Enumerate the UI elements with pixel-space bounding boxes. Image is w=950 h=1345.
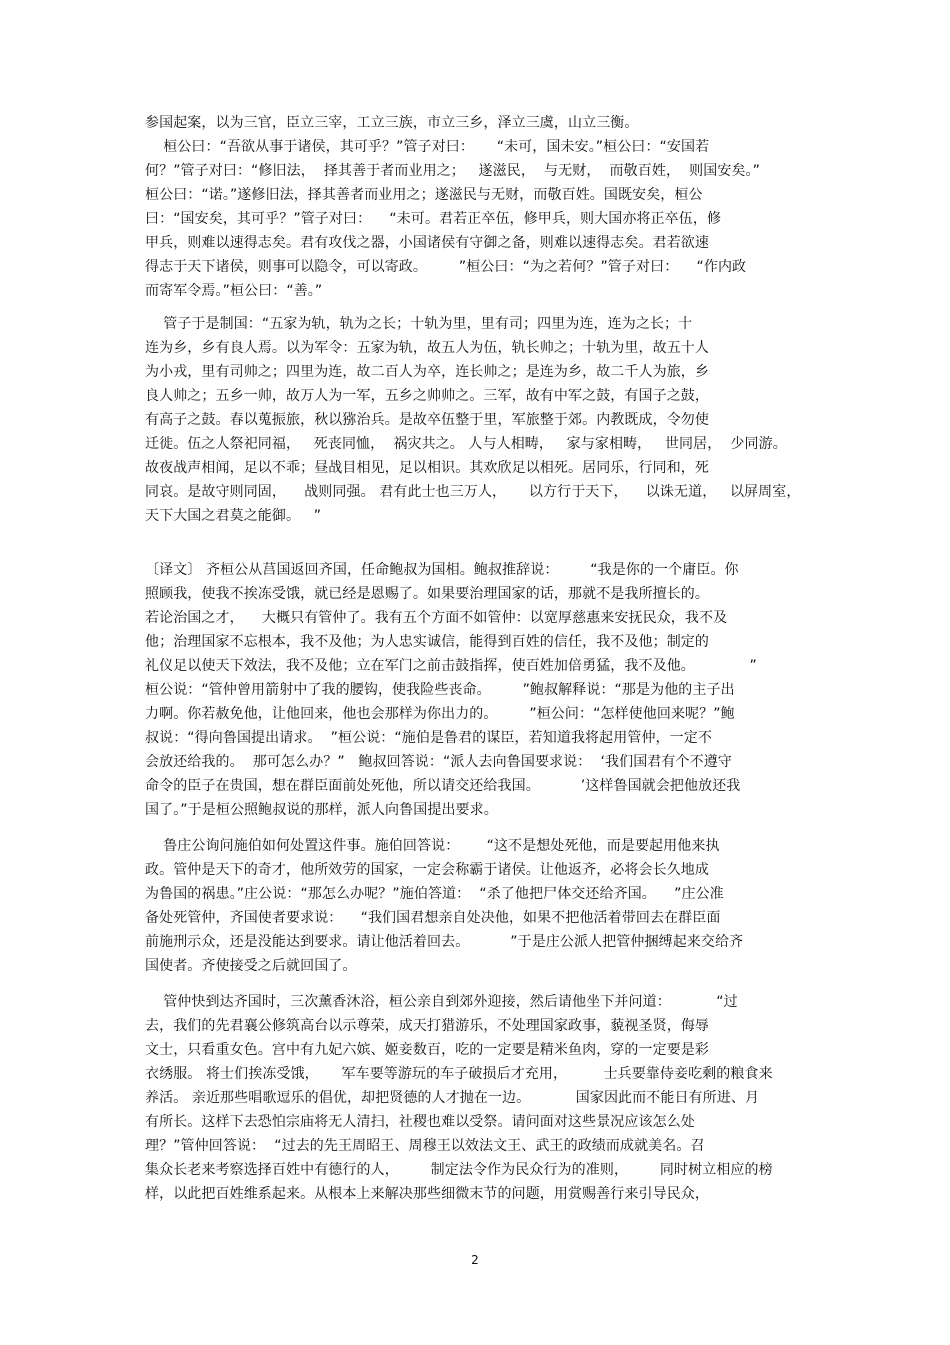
text-line: 若论治国之才， 大概只有管仲了。我有五个方面不如管仲：以宽厚慈惠来安抚民众，我不及: [145, 610, 728, 626]
text-line: 曰：“国安矣，其可乎？”管子对曰： “未可。君若正卒伍，修甲兵，则大国亦将正卒伍，修: [145, 211, 722, 227]
text-line: 〔译文〕 齐桓公从莒国返回齐国，任命鲍叔为国相。鲍叔推辞说： “我是你的一个庸臣。你: [145, 562, 739, 578]
text-line: 天下大国之君莫之能御。 ”: [145, 508, 322, 524]
text-line: 照顾我，使我不挨冻受饿，就已经是恩赐了。如果要治理国家的话，那就不是我所擅长的。: [145, 586, 709, 602]
text-line: 鲁庄公询问施伯如何处置这件事。施伯回答说： “这不是想处死他，而是要起用他来执: [145, 838, 720, 854]
text-line: 文士，只看重女色。宫中有九妃六嫔、姬妾数百，吃的一定要是精米鱼肉，穿的一定要是彩: [145, 1042, 709, 1058]
text-line: 而寄军令焉。”桓公曰：“善。”: [145, 283, 323, 299]
text-line: 国使者。齐使接受之后就回国了。: [145, 958, 357, 974]
text-line: 良人帅之；五乡一帅，故万人为一军，五乡之帅帅之。三军，故有中军之鼓，有国子之鼓，: [145, 388, 709, 404]
text-line: 命令的臣子在贵国，想在群臣面前处死他，所以请交还给我国。 ’这样鲁国就会把他放还我: [145, 778, 741, 794]
text-line: 叔说：“得向鲁国提出请求。 ”桓公说：“施伯是鲁君的谋臣，若知道我将起用管仲，一定不: [145, 730, 712, 746]
page-number: 2: [471, 1253, 479, 1267]
text-line: 迁徙。伍之人祭祀同福， 死丧同恤， 祸灾共之。 人与人相畴， 家与家相畴， 世同居， 少同游。: [145, 436, 787, 452]
text-line: 同哀。是故守则同固， 战则同强。 君有此士也三万人， 以方行于天下， 以诛无道， 以屏周室，: [145, 484, 801, 500]
text-line: 国了。”于是桓公照鲍叔说的那样，派人向鲁国提出要求。: [145, 802, 498, 818]
text-line: 桓公说：“管仲曾用箭射中了我的腰钩，使我险些丧命。 ”鲍叔解释说：“那是为他的主子出: [145, 682, 735, 698]
text-line: 政。管仲是天下的奇才，他所效劳的国家，一定会称霸于诸侯。让他返齐，必将会长久地成: [145, 862, 709, 878]
text-line: 前施刑示众，还是没能达到要求。请让他活着回去。 ”于是庄公派人把管仲捆缚起来交给齐: [145, 934, 744, 950]
text-line: 备处死管仲，齐国使者要求说： “我们国君想亲自处决他，如果不把他活着带回去在群臣面: [145, 910, 721, 926]
text-line: 会放还给我的。 那可怎么办？” 鲍叔回答说：“派人去向鲁国要求说： ‘我们国君有个不遵守: [145, 754, 732, 770]
text-line: 桓公曰：“诺。”遂修旧法，择其善者而业用之；遂滋民与无财，而敬百姓。国既安矣，桓公: [145, 187, 703, 203]
text-line: 理？”管仲回答说： “过去的先王周昭王、周穆王以效法文王、武王的政绩而成就美名。召: [145, 1138, 705, 1154]
text-line: 连为乡，乡有良人焉。以为军令：五家为轨，故五人为伍，轨长帅之；十轨为里，故五十人: [145, 340, 709, 356]
text-line: 样，以此把百姓维系起来。从根本上来解决那些细微末节的问题，用赏赐善行来引导民众，: [145, 1186, 709, 1202]
text-line: 桓公曰：“吾欲从事于诸侯，其可乎？”管子对曰： “未可，国未安。”桓公曰：“安国若: [145, 139, 710, 155]
text-line: 养活。 亲近那些唱歌逗乐的倡优，却把贤德的人才抛在一边。 国家因此而不能日有所进、月: [145, 1090, 760, 1106]
text-line: 甲兵，则难以速得志矣。君有攻伐之器，小国诸侯有守御之备，则难以速得志矣。君若欲速: [145, 235, 709, 251]
text-line: 管仲快到达齐国时，三次薰香沐浴，桓公亲自到郊外迎接，然后请他坐下并问道： “过: [145, 994, 738, 1010]
text-line: 管子于是制国：“五家为轨，轨为之长；十轨为里，里有司；四里为连，连为之长；十: [145, 316, 693, 332]
text-line: 为鲁国的祸患。”庄公说：“那怎么办呢？”施伯答道： “杀了他把尸体交还给齐国。 ”庄公准: [145, 886, 724, 902]
text-line: 礼仪足以使天下效法，我不及他；立在军门之前击鼓指挥，使百姓加倍勇猛，我不及他。 ”: [145, 658, 757, 674]
text-line: 力啊。你若赦免他，让他回来，他也会那样为你出力的。 ”桓公问：“怎样使他回来呢？”鲍: [145, 706, 735, 722]
text-line: 何？”管子对曰：“修旧法， 择其善于者而业用之； 遂滋民， 与无财， 而敬百姓， 则国安矣。”: [145, 163, 761, 179]
text-line: 为小戎，里有司帅之；四里为连，故二百人为卒，连长帅之；是连为乡，故二千人为旅，乡: [145, 364, 709, 380]
text-line: 有高子之鼓。春以蒐振旅，秋以猕治兵。是故卒伍整于里，军旅整于郊。内教既成，令勿使: [145, 412, 709, 428]
text-line: 故夜战声相闻，足以不乖；昼战目相见，足以相识。其欢欣足以相死。居同乐，行同和，死: [145, 460, 709, 476]
text-line: 衣绣服。 将士们挨冻受饿， 军车要等游玩的车子破损后才充用， 士兵要靠侍妾吃剩的粮食来: [145, 1066, 773, 1082]
text-line: 得志于天下诸侯，则事可以隐令，可以寄政。 ”桓公曰：“为之若何？”管子对曰： “作内政: [145, 259, 747, 275]
text-line: 参国起案，以为三官，臣立三宰，工立三族，市立三乡，泽立三虞，山立三衡。: [145, 115, 639, 131]
text-line: 有所长。这样下去恐怕宗庙将无人清扫，社稷也难以受祭。请问面对这些景况应该怎么处: [145, 1114, 695, 1130]
text-line: 集众长老来考察选择百姓中有德行的人， 制定法令作为民众行为的准则， 同时树立相应的榜: [145, 1162, 773, 1178]
text-line: 去，我们的先君襄公修筑高台以示尊荣，成天打猎游乐，不处理国家政事，藐视圣贤，侮辱: [145, 1018, 709, 1034]
text-line: 他；治理国家不忘根本，我不及他；为人忠实诚信，能得到百姓的信任，我不及他；制定的: [145, 634, 709, 650]
